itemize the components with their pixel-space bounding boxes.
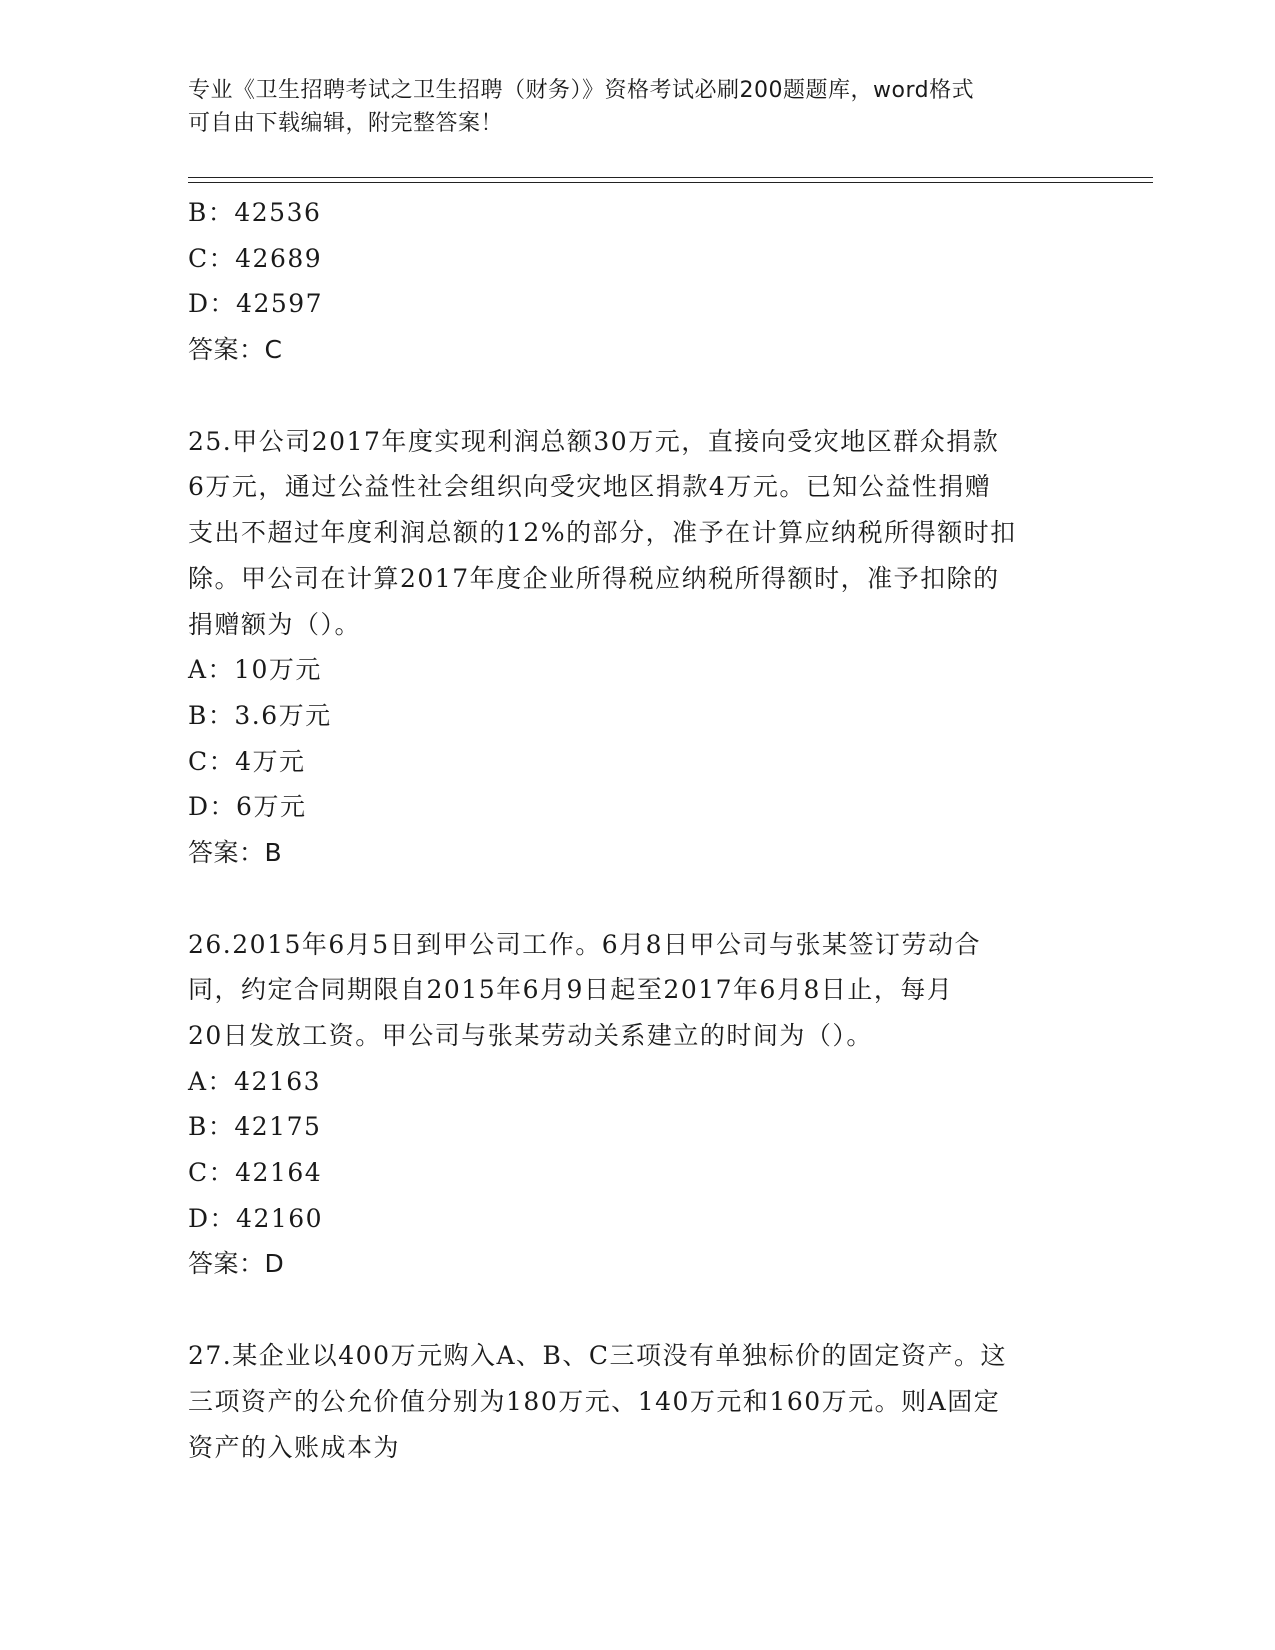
- question-27: [188, 1333, 1088, 1470]
- header-line-2: 可自由下载编辑，附完整答案！: [188, 111, 504, 136]
- option-a: A：42163: [188, 1066, 322, 1096]
- question-text-line: 25.甲公司2017年度实现利润总额30万元，直接向受灾地区群众捐款: [188, 426, 1000, 456]
- question-26: [188, 922, 1088, 1288]
- question-text-line: 26.2015年6月5日到甲公司工作。6月8日甲公司与张某签订劳动合: [188, 929, 982, 959]
- question-text-line: 资产的入账成本为: [188, 1432, 401, 1462]
- option-b: B：3.6万元: [188, 700, 332, 730]
- document-header: [188, 74, 1088, 140]
- option-c: C：42689: [188, 243, 323, 273]
- header-line-1: 专业《卫生招聘考试之卫生招聘（财务）》资格考试必刷200题题库，word格式: [188, 78, 975, 103]
- question-text-line: 支出不超过年度利润总额的12%的部分，准予在计算应纳税所得额时扣: [188, 518, 1017, 548]
- option-c: C：42164: [188, 1158, 323, 1188]
- answer-text: 答案：C: [188, 335, 283, 365]
- answer-text: 答案：D: [188, 1249, 285, 1279]
- question-text-line: 20日发放工资。甲公司与张某劳动关系建立的时间为（）。: [188, 1021, 873, 1050]
- option-b: B：42175: [188, 1112, 322, 1142]
- question-list: [188, 190, 1088, 1470]
- question-text-line: 6万元，通过公益性社会组织向受灾地区捐款4万元。已知公益性捐赠: [188, 472, 992, 502]
- question-text-line: 捐赠额为（）。: [188, 609, 362, 639]
- option-d: D：6万元: [188, 792, 307, 822]
- option-d: D：42160: [188, 1203, 324, 1233]
- question-text-line: 除。甲公司在计算2017年度企业所得税应纳税所得额时，准予扣除的: [188, 563, 1000, 593]
- option-c: C：4万元: [188, 746, 306, 776]
- header-divider-bottom: [188, 182, 1153, 183]
- header-divider-top: [188, 177, 1153, 178]
- option-a: A：10万元: [188, 655, 322, 685]
- question-text-line: 27.某企业以400万元购入A、B、C三项没有单独标价的固定资产。这: [188, 1341, 1008, 1371]
- question-text-line: 三项资产的公允价值分别为180万元、140万元和160万元。则A固定: [188, 1386, 1001, 1416]
- option-d: D：42597: [188, 289, 324, 319]
- question-text-line: 同，约定合同期限自2015年6月9日起至2017年6月8日止，每月: [188, 975, 954, 1005]
- question-25: [188, 419, 1088, 876]
- answer-text: 答案：B: [188, 837, 283, 867]
- option-b: B：42536: [188, 198, 322, 227]
- previous-question: [188, 190, 1088, 373]
